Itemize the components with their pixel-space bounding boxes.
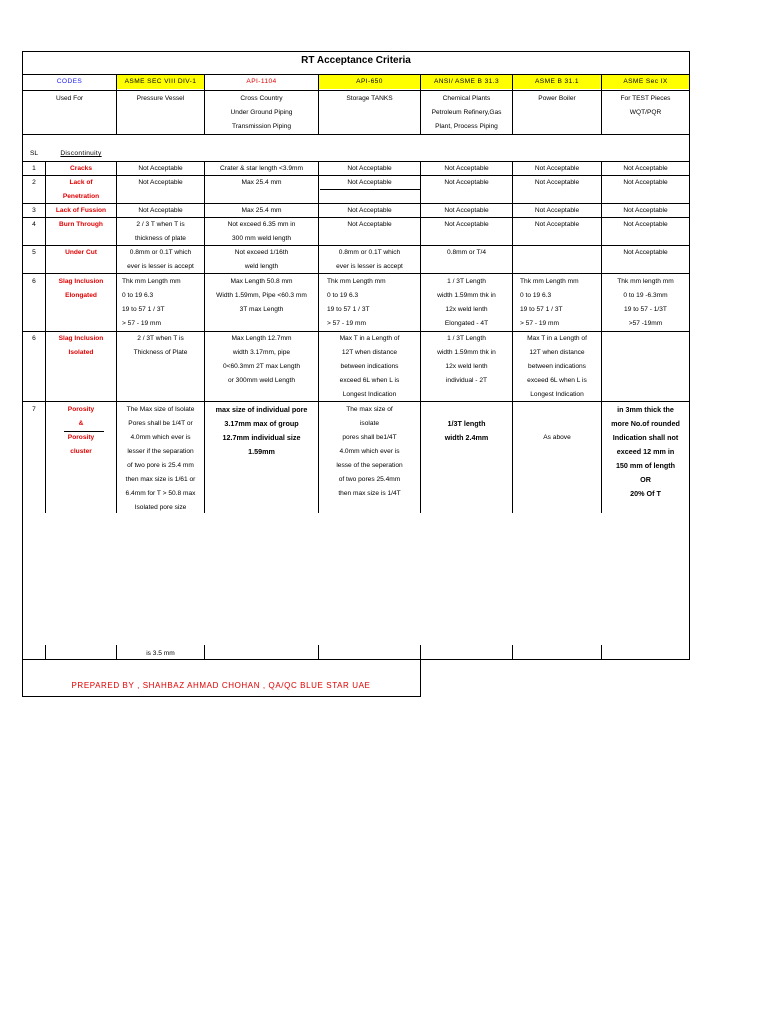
table-border — [45, 645, 46, 660]
row-discontinuity: Lack of Penetration — [62, 179, 100, 200]
table-cell: Not Acceptable — [444, 207, 489, 214]
row-discontinuity: Porosity & Porosity cluster — [67, 406, 95, 455]
used-for-api-650: Storage TANKS — [346, 95, 393, 102]
table-cell: 1/3T length width 2.4mm — [444, 419, 489, 442]
table-cell: Max T in a Length of 12T when distance between indications exceed 6L when L is Longest Indication — [339, 335, 400, 398]
code-asme-ix: ASME Sec IX — [602, 75, 689, 89]
table-cell: 0.8mm or T/4 — [446, 249, 487, 256]
code-asme-b311: ASME B 31.1 — [513, 75, 601, 89]
table-cell: Max 25.4 mm — [241, 179, 282, 186]
row-discontinuity: Lack of Fussion — [55, 207, 107, 214]
table-cell: The max size of isolate pores shall be1/4T 4.0mm which ever is lesse of the seperation of two pores 25.4mm then max size is 1/4T — [336, 406, 403, 497]
table-cell: Thk mm Length mm 0 to 19 6.3 19 to 57 1 / 3T > 57 - 19 mm — [327, 278, 386, 327]
row-sl: 5 — [32, 249, 36, 256]
table-border — [420, 645, 421, 660]
table-cell: As above — [543, 434, 571, 441]
table-border — [22, 51, 690, 52]
row-discontinuity: Under Cut — [65, 249, 97, 256]
table-cell: Not Acceptable — [444, 179, 489, 186]
row-sl: 1 — [32, 165, 36, 172]
used-for-asme-b311: Power Boiler — [538, 95, 576, 102]
table-border — [22, 90, 690, 91]
table-cell: Not Acceptable — [534, 165, 580, 172]
table-cell: Not exceed 1/16th weld length — [234, 249, 289, 270]
table-cell: Not Acceptable — [534, 207, 580, 214]
table-border — [601, 645, 602, 660]
table-cell: Not Acceptable — [623, 249, 668, 256]
codes-label: CODES — [56, 78, 83, 85]
row-discontinuity: Slag Inclusion Isolated — [58, 335, 104, 356]
table-cell: Not Acceptable — [534, 179, 580, 186]
table-cell: is 3.5 mm — [146, 650, 175, 657]
used-for-ansi-b313: Chemical Plants Petroleum Refinery,Gas Plant, Process Piping — [431, 95, 502, 130]
table-cell: The Max size of Isolate Pores shall be 1/4T or 4.0mm which ever is lesser if the separation of two pore is 25.4 mm then max size is 1/61 or 6.4mm for T > 50.8 max Isolated pore size — [125, 406, 196, 511]
table-cell: Not Acceptable — [444, 165, 489, 172]
code-asme-viii: ASME SEC VIII DIV-1 — [117, 75, 204, 89]
table-cell: Max T in a Length of 12T when distance between indications exceed 6L when L is Longest Indication — [527, 335, 587, 398]
table-cell: 1 / 3T Length width 1.59mm thk in 12x weld lenth individual - 2T — [437, 335, 496, 384]
table-cell: Not Acceptable — [444, 221, 489, 228]
row-sl: 6 — [32, 278, 36, 285]
table-cell: 0.8mm or 0.1T which ever is lesser is accept — [127, 249, 194, 270]
row-sl: 6 — [32, 335, 36, 342]
table-border — [420, 659, 421, 697]
code-api-1104: API-1104 — [246, 78, 277, 85]
table-cell: Not Acceptable — [138, 165, 183, 172]
used-for-asme-viii: Pressure Vessel — [136, 95, 185, 102]
discontinuity-header: Discontinuity — [60, 150, 102, 157]
table-cell: Not Acceptable — [347, 165, 392, 172]
code-api-650: API-650 — [319, 75, 420, 89]
table-cell: Crater & star length <3.9mm — [219, 165, 303, 172]
table-cell: max size of individual pore 3.17mm max of group 12.7mm individual size 1.59mm — [215, 405, 308, 456]
table-cell: Thk mm Length mm 0 to 19 6.3 19 to 57 1 / 3T > 57 - 19 mm — [122, 278, 181, 327]
table-border — [318, 645, 319, 660]
table-cell: Not exceed 6.35 mm in 300 mm weld length — [227, 221, 296, 242]
table-cell: Not Acceptable — [623, 165, 668, 172]
table-cell: Not Acceptable — [347, 179, 392, 186]
used-for-asme-ix: For TEST Pieces WQT/PQR — [620, 95, 671, 116]
used-for-label: Used For — [55, 95, 84, 102]
table-border — [512, 645, 513, 660]
table-border — [22, 134, 690, 135]
used-for-api-1104: Cross Country Under Ground Piping Transmission Piping — [230, 95, 293, 130]
row-sl: 7 — [32, 406, 36, 413]
row-sl: 3 — [32, 207, 36, 214]
table-cell: Not Acceptable — [623, 207, 668, 214]
table-cell: in 3mm thick the more No.of rounded Indication shall not exceed 12 mm in 150 mm of length OR 20% Of T — [611, 405, 680, 498]
table-cell: Max Length 12.7mm width 3.17mm, pipe 0<60.3mm 2T max Length or 300mm weld Length — [222, 335, 301, 384]
table-cell: 2 / 3T when T is Thickness of Plate — [133, 335, 188, 356]
table-cell: Thk mm length mm 0 to 19 -6.3mm 19 to 57 - 1/3T >57 -19mm — [617, 278, 674, 327]
row-sl: 2 — [32, 179, 36, 186]
table-border — [204, 645, 205, 660]
sl-header: SL — [30, 150, 39, 157]
table-border — [22, 51, 23, 697]
table-cell: Max 25.4 mm — [241, 207, 282, 214]
table-cell: Not Acceptable — [138, 179, 183, 186]
table-cell: Thk mm Length mm 0 to 19 6.3 19 to 57 1 / 3T > 57 - 19 mm — [520, 278, 579, 327]
row-discontinuity: Slag Inclusion Elongated — [58, 278, 104, 299]
table-cell: Not Acceptable — [534, 221, 580, 228]
row-discontinuity: Burn Through — [59, 221, 103, 228]
table-cell: Max Length 50.8 mm Width 1.59mm, Pipe <60.3 mm 3T max Length — [216, 278, 307, 313]
table-cell: Not Acceptable — [623, 179, 668, 186]
prepared-by-footer: PREPARED BY , SHAHBAZ AHMAD CHOHAN , QA/QC BLUE STAR UAE — [71, 681, 371, 690]
table-border — [22, 696, 420, 697]
table-cell: Not Acceptable — [347, 221, 392, 228]
page-title: RT Acceptance Criteria — [301, 55, 411, 66]
row-discontinuity: Cracks — [70, 165, 92, 172]
row-sl: 4 — [32, 221, 36, 228]
table-border — [689, 51, 690, 660]
table-cell: 2 / 3 T when T is thickness of plate — [135, 221, 186, 242]
table-cell: 0.8mm or 0.1T which ever is lesser is accept — [336, 249, 403, 270]
table-cell: Not Acceptable — [623, 221, 668, 228]
table-cell: Not Acceptable — [347, 207, 392, 214]
code-ansi-b313: ANSI/ ASME B 31.3 — [421, 75, 512, 89]
table-cell: Not Acceptable — [138, 207, 183, 214]
table-cell: 1 / 3T Length width 1.59mm thk in 12x weld lenth Elongated - 4T — [437, 278, 496, 327]
